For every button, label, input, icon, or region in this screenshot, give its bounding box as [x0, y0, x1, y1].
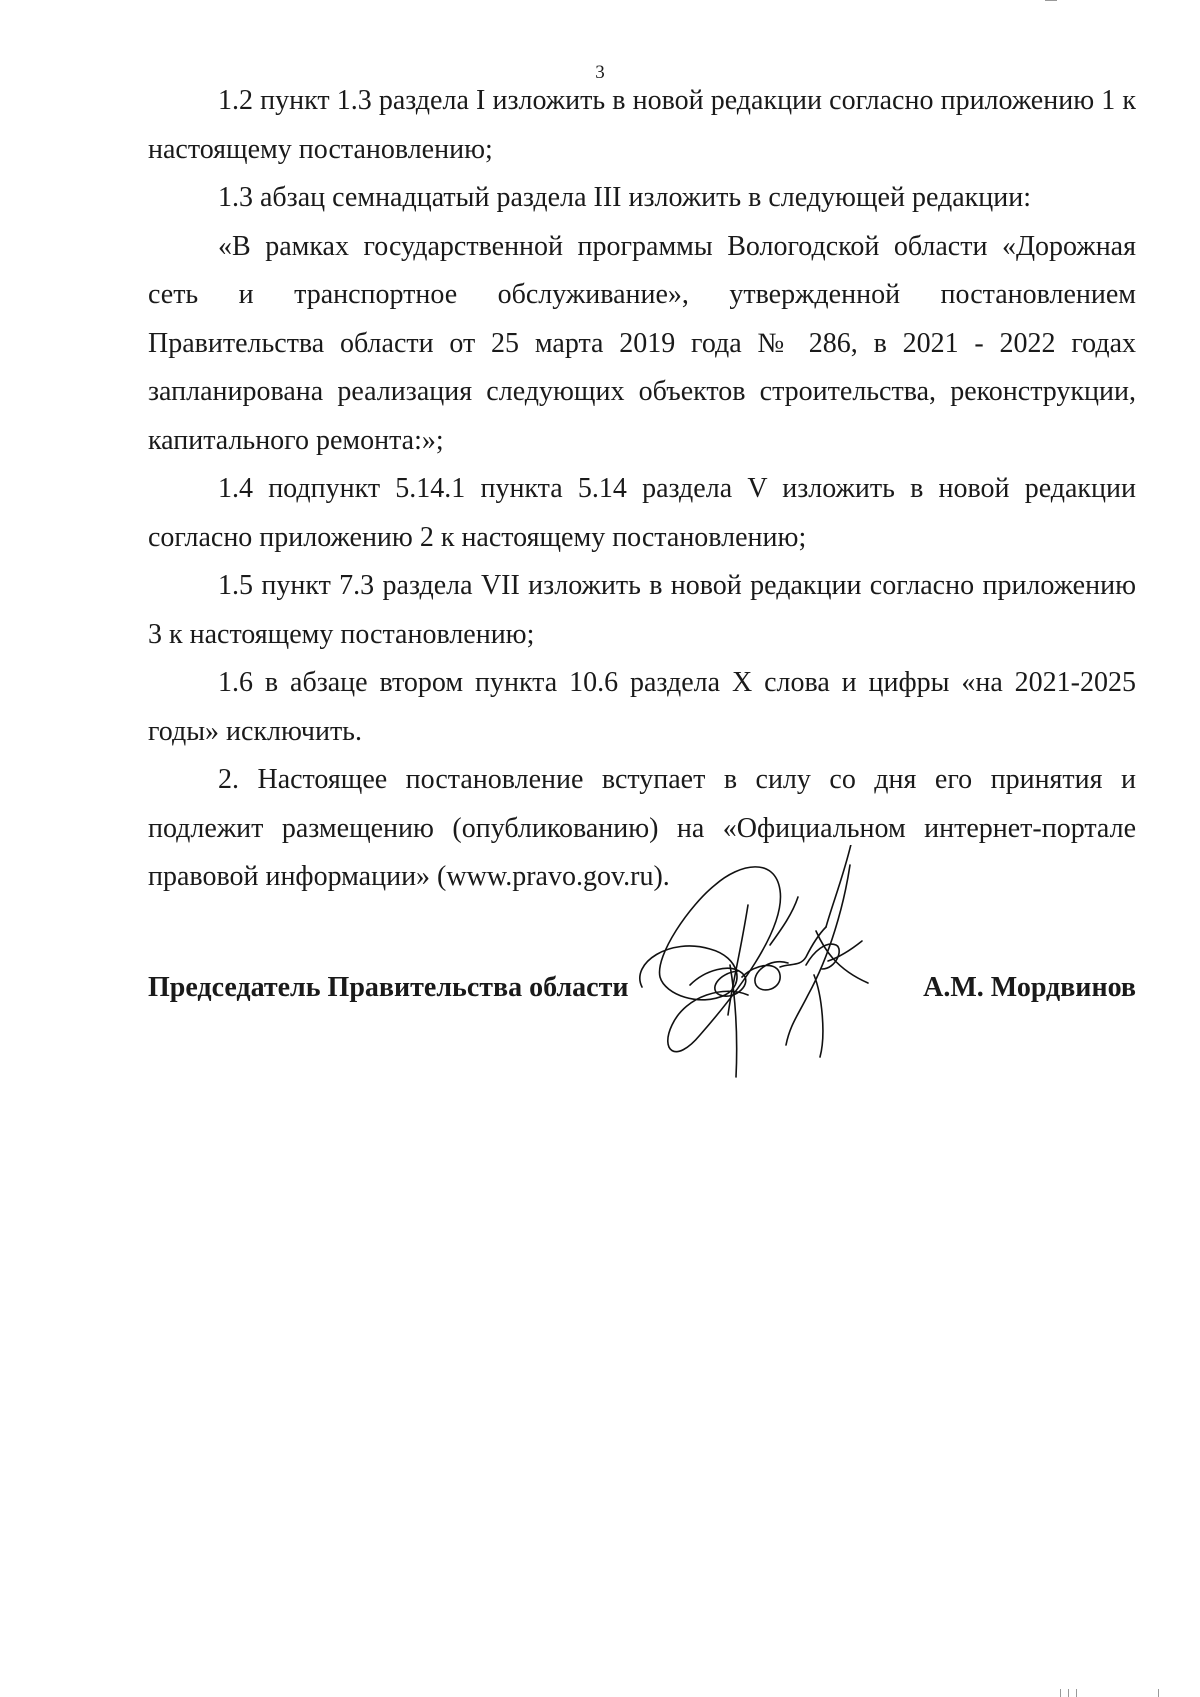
scan-speck: [1076, 1689, 1077, 1697]
scan-speck: [1060, 1689, 1061, 1697]
paragraph-2: 2. Настоящее постановление вступает в силу со дня его принятия и подлежит размещению (опубликованию) на «Официальном интернет-портале правовой информации» (www.pravo.gov.ru).: [148, 764, 1136, 892]
scan-speck: [1158, 1689, 1159, 1697]
signer-name: А.М. Мордвинов: [923, 972, 1136, 1003]
paragraph-1-3: 1.3 абзац семнадцатый раздела III изложить в следующей редакции:: [218, 182, 1032, 213]
paragraph-1-5: 1.5 пункт 7.3 раздела VII изложить в новой редакции согласно приложению 3 к настоящему постановлению;: [148, 570, 1136, 650]
scan-speck: [1068, 1689, 1069, 1697]
signer-title: Председатель Правительства области: [148, 972, 629, 1003]
paragraph-1-2: 1.2 пункт 1.3 раздела I изложить в новой редакции согласно приложению 1 к настоящему постановлению;: [148, 85, 1136, 165]
paragraph-1-6: 1.6 в абзаце втором пункта 10.6 раздела X слова и цифры «на 2021-2025 годы» исключить.: [148, 667, 1136, 747]
handwritten-signature: [630, 845, 930, 1105]
document-body: [148, 77, 1136, 902]
paragraph-quote: «В рамках государственной программы Вологодской области «Дорожная сеть и транспортное обслуживание», утвержденной постановлением Правительства области от 25 марта 2019 года № 286, в 2021 - 2022 годах запланирована реализация следующих объектов строительства, реконструкции, капитального ремонта:»;: [148, 230, 1136, 456]
scan-speck: [1045, 0, 1057, 1]
paragraph-1-4: 1.4 подпункт 5.14.1 пункта 5.14 раздела V изложить в новой редакции согласно приложению 2 к настоящему постановлению;: [148, 473, 1136, 553]
page-number: 3: [595, 62, 605, 83]
